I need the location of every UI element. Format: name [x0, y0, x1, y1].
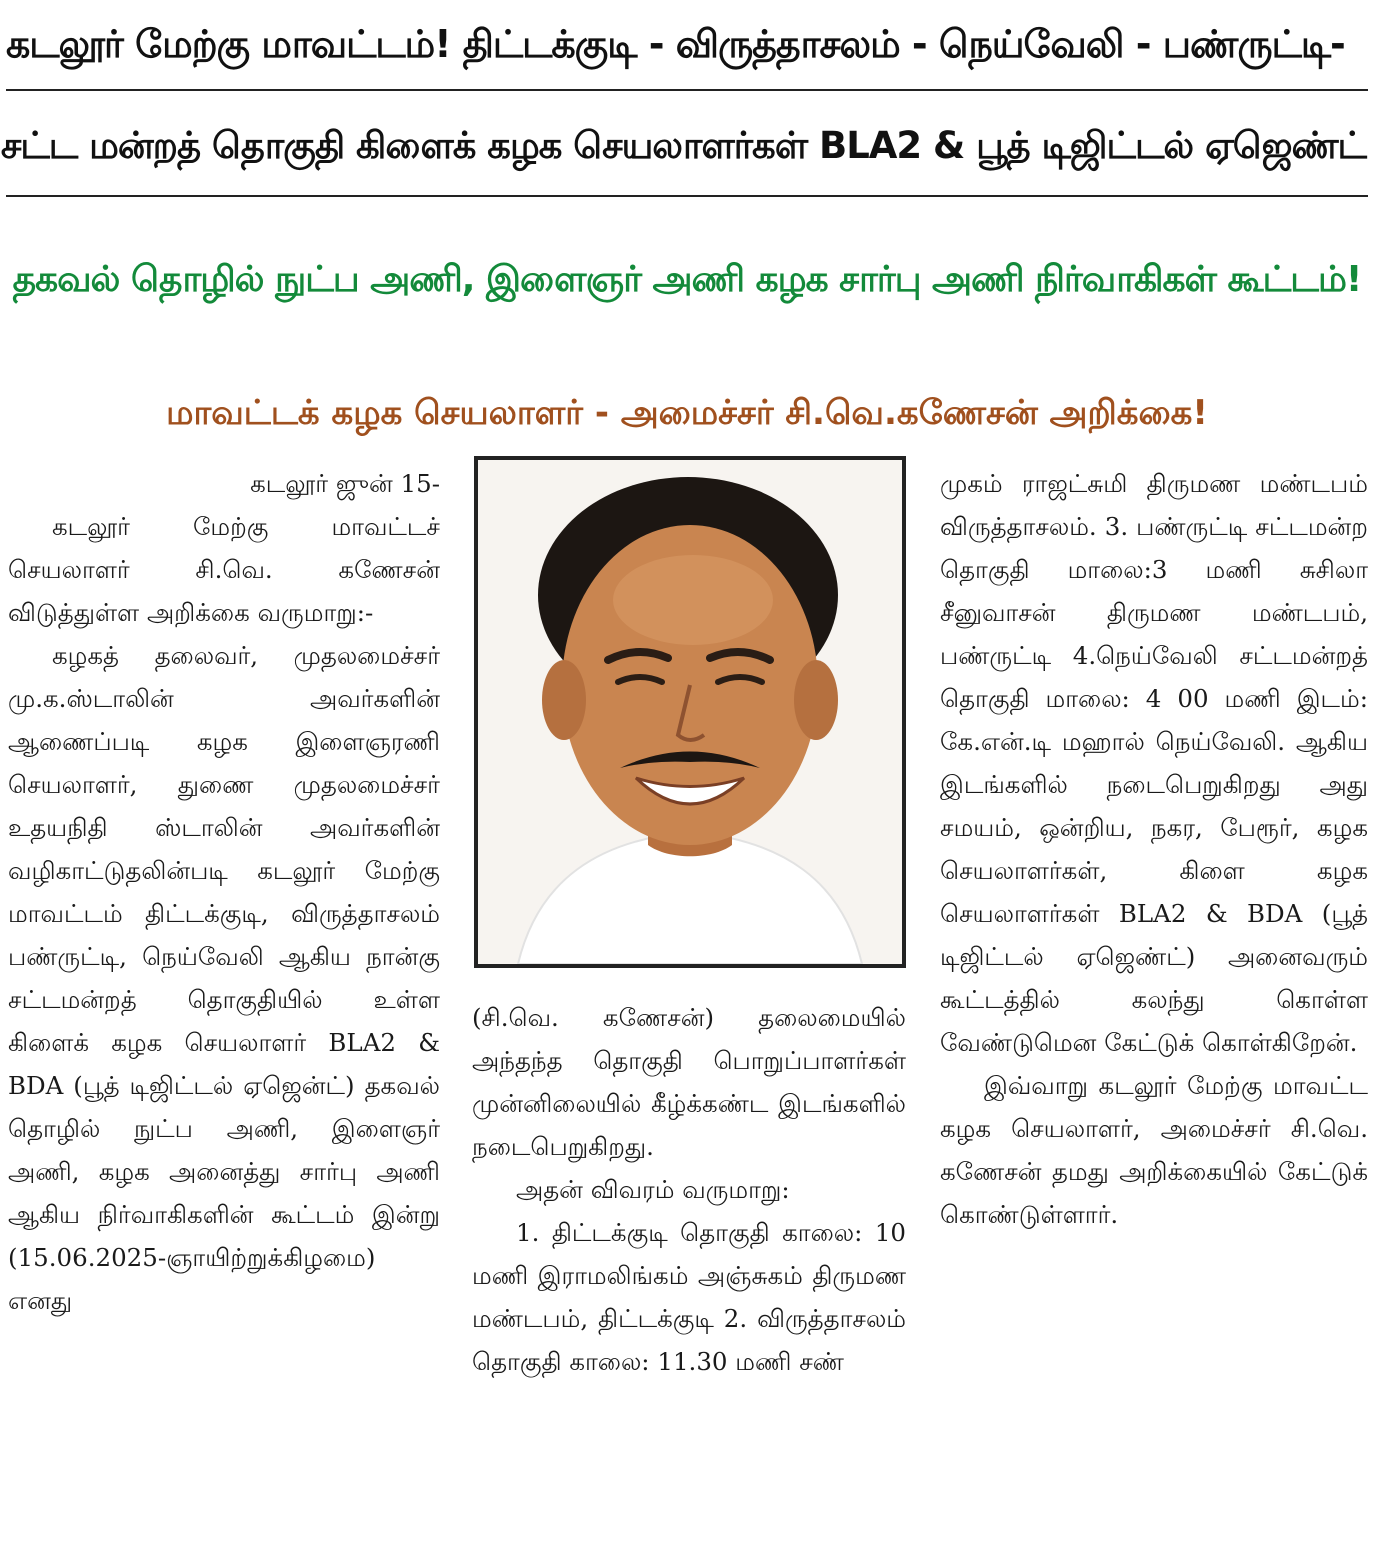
dateline: கடலூர் ஜுன் 15- — [250, 469, 440, 498]
headline-second: சட்ட மன்றத் தொகுதி கிளைக் கழக செயலாளர்கள் BLA2 & பூத் டிஜிட்டல் ஏஜெண்ட் — [0, 124, 1366, 167]
headline-top: கடலூர் மேற்கு மாவட்டம்! திட்டக்குடி - விருத்தாசலம் - நெய்வேலி - பண்ருட்டி- — [6, 22, 1345, 66]
person-portrait-icon — [478, 460, 902, 964]
paragraph: (சி.வெ. கணேசன்) தலைமையில் அந்தந்த தொகுதி பொறுப்பாளர்கள் முன்னிலையில் கீழ்க்கண்ட இடங்களில் நடைபெறுகிறது. — [472, 1003, 906, 1161]
subheadline: மாவட்டக் கழக செயலாளர் - அமைச்சர் சி.வெ.கணேசன் அறிக்கை! — [166, 393, 1208, 433]
divider-top — [6, 89, 1368, 91]
paragraph: 1. திட்டக்குடி தொகுதி காலை: 10 மணி இராமலிங்கம் அஞ்சுகம் திருமண மண்டபம், திட்டக்குடி 2. விருத்தாசலம் தொகுதி காலை: 11.30 மணி சண் — [472, 1218, 906, 1376]
paragraph: கடலூர் மேற்கு மாவட்டச் செயலாளர் சி.வெ. கணேசன் விடுத்துள்ள அறிக்கை வருமாறு:- — [8, 512, 440, 627]
headline-main: தகவல் தொழில் நுட்ப அணி, இளைஞர் அணி கழக சார்பு அணி நிர்வாகிகள் கூட்டம்! — [12, 259, 1362, 300]
article-column-middle — [472, 996, 906, 1560]
divider-second — [6, 195, 1368, 197]
paragraph: அதன் விவரம் வருமாறு: — [516, 1175, 790, 1204]
paragraph: இவ்வாறு கடலூர் மேற்கு மாவட்ட கழக செயலாளர், அமைச்சர் சி.வெ. கணேசன் தமது அறிக்கையில் கேட்டுக் கொண்டுள்ளார். — [940, 1071, 1368, 1229]
paragraph: கழகத் தலைவர், முதலமைச்சர் மு.க.ஸ்டாலின் அவர்களின் ஆணைப்படி கழக இளைஞரணி செயலாளர், துணை முதலமைச்சர் உதயநிதி ஸ்டாலின் அவர்களின் வழிகாட்டுதலின்படி கடலூர் மேற்கு மாவட்டம் திட்டக்குடி, விருத்தாசலம் பண்ருட்டி, நெய்வேலி ஆகிய நான்கு சட்டமன்றத் தொகுதியில் உள்ள கிளைக் கழக செயலாளர் BLA2 & BDA (பூத் டிஜிட்டல் ஏஜென்ட்) தகவல் தொழில் நுட்ப அணி, இளைஞர் அணி, கழக அனைத்து சார்பு அணி ஆகிய நிர்வாகிகளின் கூட்டம் இன்று (15.06.2025-ஞாயிற்றுக்கிழமை) எனது — [8, 641, 440, 1315]
paragraph: முகம் ராஜட்சுமி திருமண மண்டபம் விருத்தாசலம். 3. பண்ருட்டி சட்டமன்ற தொகுதி மாலை:3 மணி சுசிலா சீனுவாசன் திருமண மண்டபம், பண்ருட்டி 4.நெய்வேலி சட்டமன்றத் தொகுதி மாலை: 4 00 மணி இடம்: கே.என்.டி மஹால் நெய்வேலி. ஆகிய இடங்களில் நடைபெறுகிறது அது சமயம், ஒன்றிய, நகர, பேரூர், கழக செயலாளர்கள், கிளை கழக செயலாளர்கள் BLA2 & BDA (பூத் டிஜிட்டல் ஏஜெண்ட்) அனைவரும் கூட்டத்தில் கலந்து கொள்ள வேண்டுமென கேட்டுக் கொள்கிறேன். — [940, 469, 1368, 1057]
article-column-right — [940, 462, 1368, 1560]
portrait-photo — [474, 456, 906, 968]
article-column-left — [8, 462, 440, 1560]
